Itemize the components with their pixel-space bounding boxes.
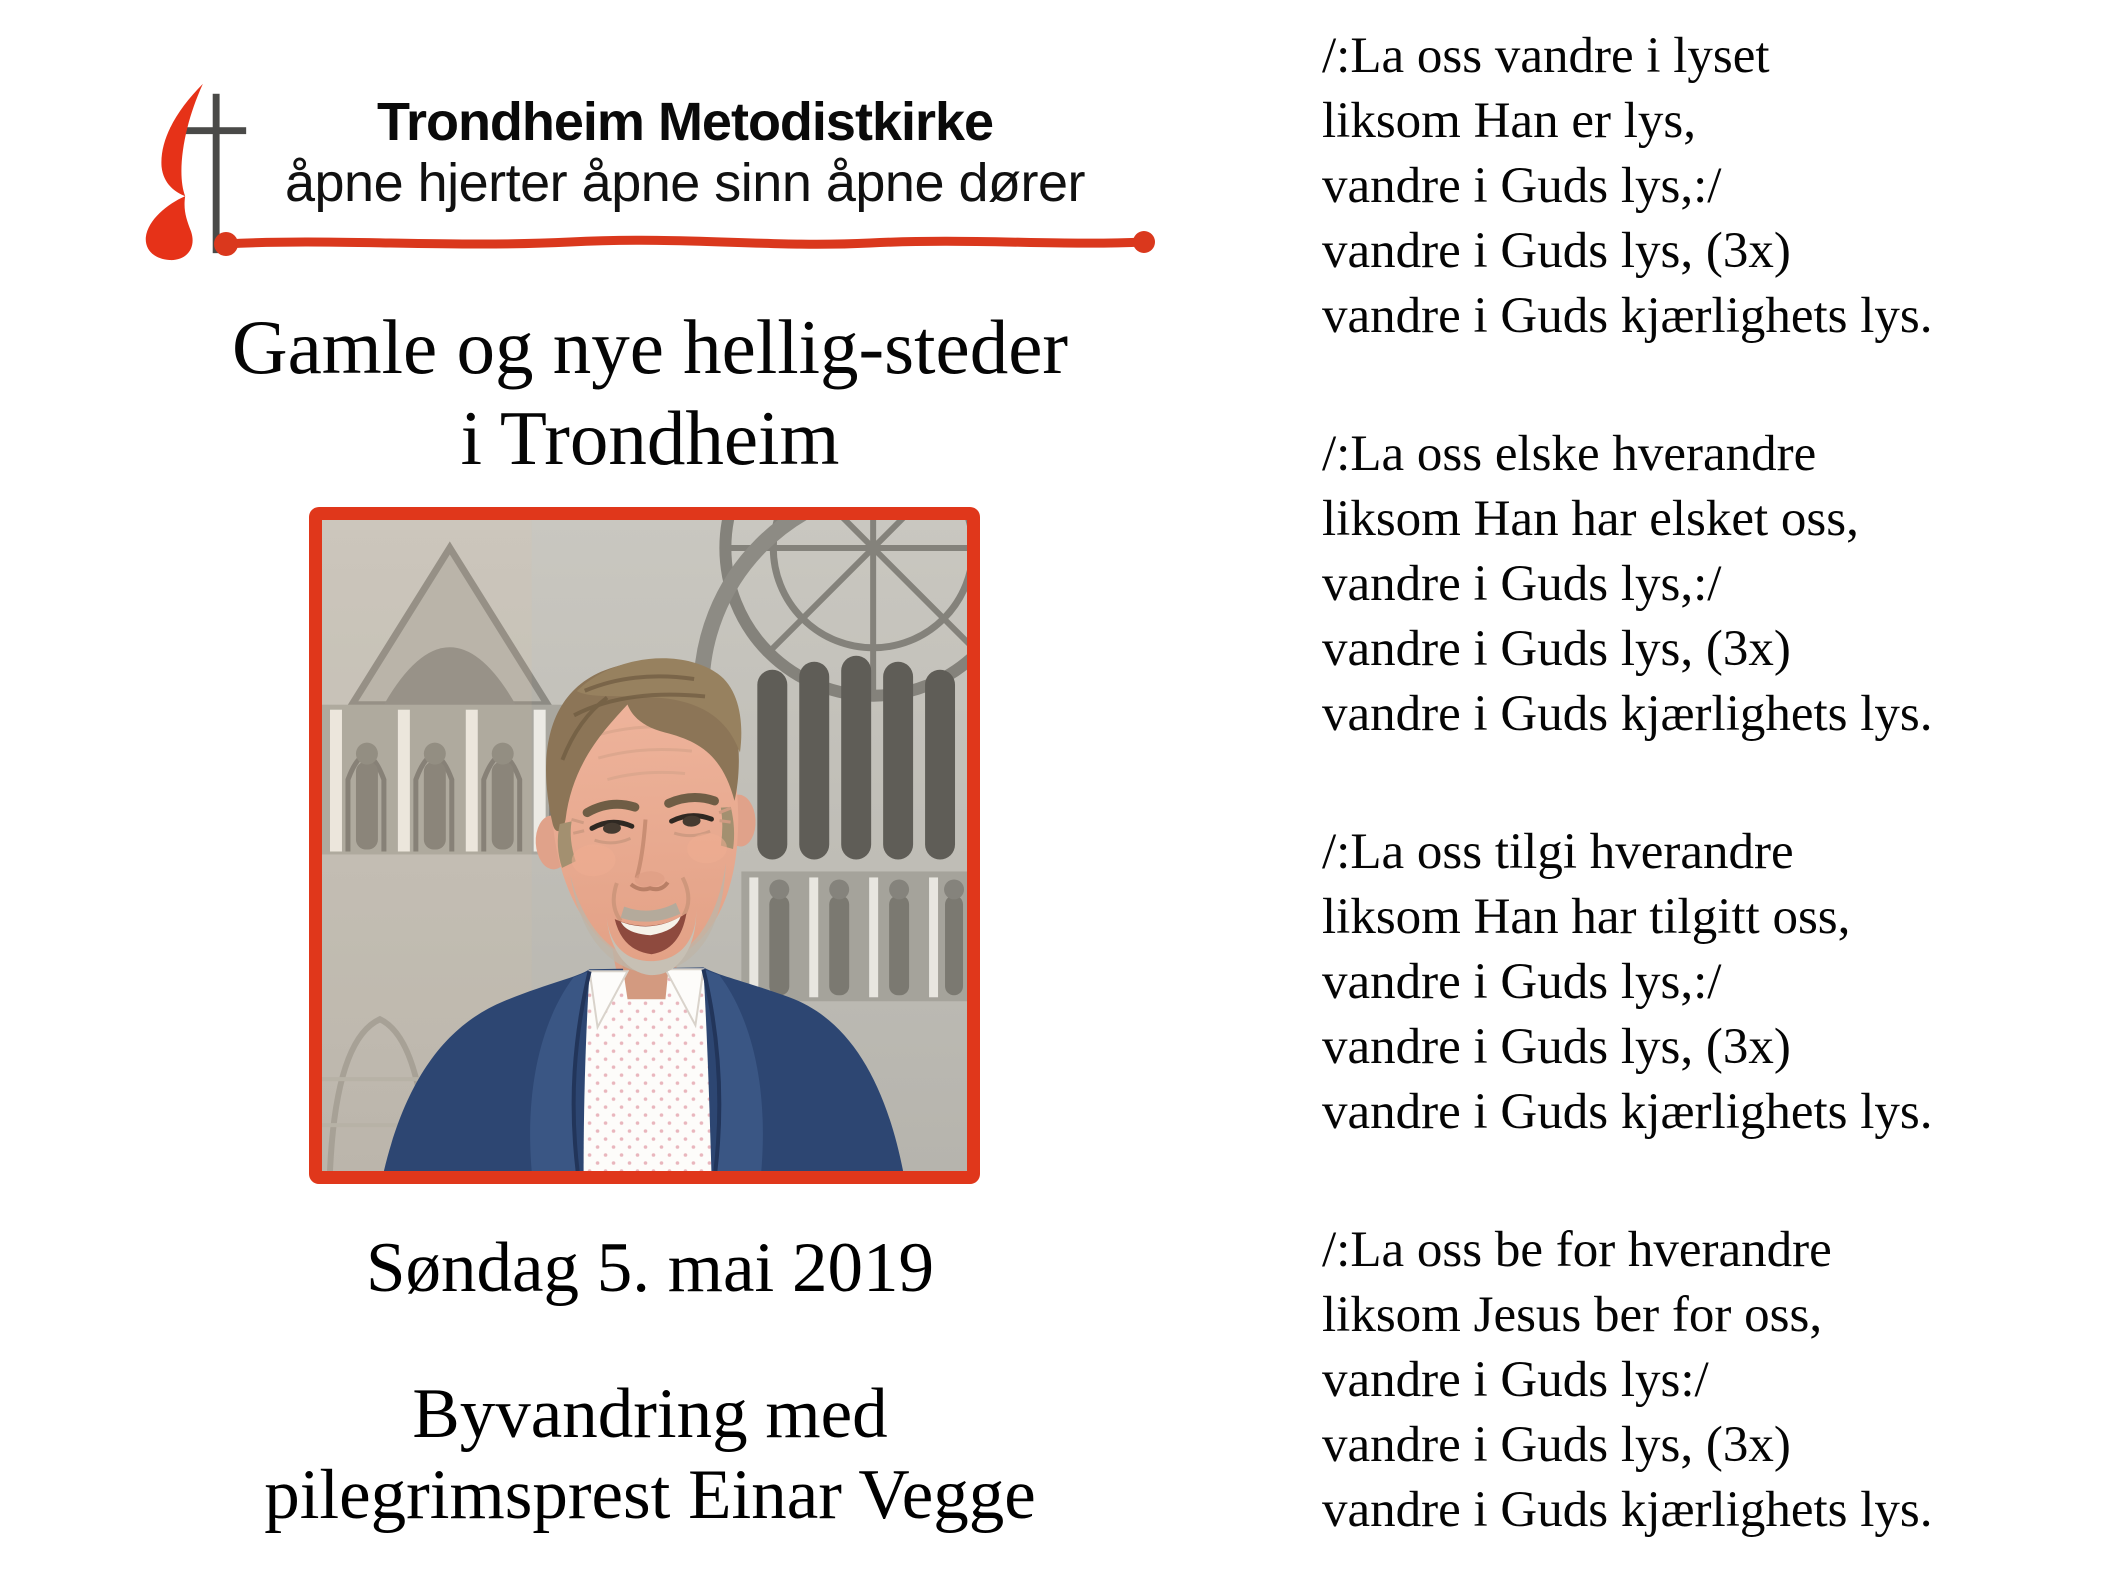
lyric-line: /:La oss vandre i lyset (1322, 28, 1770, 84)
lyric-line: vandre i Guds kjærlighets lys. (1322, 288, 1933, 344)
lyric-line: vandre i Guds kjærlighets lys. (1322, 1084, 1933, 1140)
lancet-windows (757, 656, 955, 860)
church-name: Trondheim Metodistkirke (376, 92, 994, 152)
lyric-line: /:La oss tilgi hverandre (1322, 824, 1794, 880)
lyric-line: vandre i Guds lys,:/ (1322, 954, 1722, 1010)
church-tagline: åpne hjerter åpne sinn åpne dører (284, 153, 1086, 213)
lyric-line: /:La oss be for hverandre (1322, 1222, 1832, 1278)
lyric-line: vandre i Guds lys, (3x) (1322, 1417, 1791, 1473)
lyric-line: vandre i Guds lys, (3x) (1322, 223, 1791, 279)
stanza-3 (1322, 820, 2112, 1145)
lyric-line: vandre i Guds lys,:/ (1322, 158, 1722, 214)
lyric-line: vandre i Guds lys, (3x) (1322, 1019, 1791, 1075)
lyric-line: liksom Jesus ber for oss, (1322, 1287, 1823, 1343)
lyric-line: /:La oss elske hverandre (1322, 426, 1817, 482)
lyric-line: liksom Han er lys, (1322, 93, 1696, 149)
red-underline-divider (210, 228, 1160, 258)
page-title-line1: Gamle og nye hellig-steder (231, 304, 1069, 390)
lyric-line: liksom Han har tilgitt oss, (1322, 889, 1851, 945)
page-title-line2: i Trondheim (460, 395, 840, 481)
event-line1: Byvandring med (412, 1375, 888, 1453)
event-date: Søndag 5. mai 2019 (366, 1229, 934, 1307)
lyric-line: liksom Han har elsket oss, (1322, 491, 1859, 547)
statue-niches-right (741, 871, 967, 1001)
event-description (55, 1374, 1245, 1536)
lyric-line: vandre i Guds lys, (3x) (1322, 621, 1791, 677)
page-title (55, 302, 1245, 484)
lyric-line: vandre i Guds kjærlighets lys. (1322, 686, 1933, 742)
lyric-line: vandre i Guds lys:/ (1322, 1352, 1709, 1408)
event-line2: pilegrimsprest Einar Vegge (264, 1456, 1036, 1534)
portrait-photo (309, 507, 980, 1184)
hymn-lyrics (1322, 24, 2112, 1543)
portrait-illustration (322, 520, 967, 1171)
stanza-2 (1322, 422, 2112, 747)
lyric-line: vandre i Guds kjærlighets lys. (1322, 1482, 1933, 1538)
stanza-1 (1322, 24, 2112, 349)
stanza-4 (1322, 1218, 2112, 1543)
lyric-line: vandre i Guds lys,:/ (1322, 556, 1722, 612)
church-header (140, 92, 1230, 258)
